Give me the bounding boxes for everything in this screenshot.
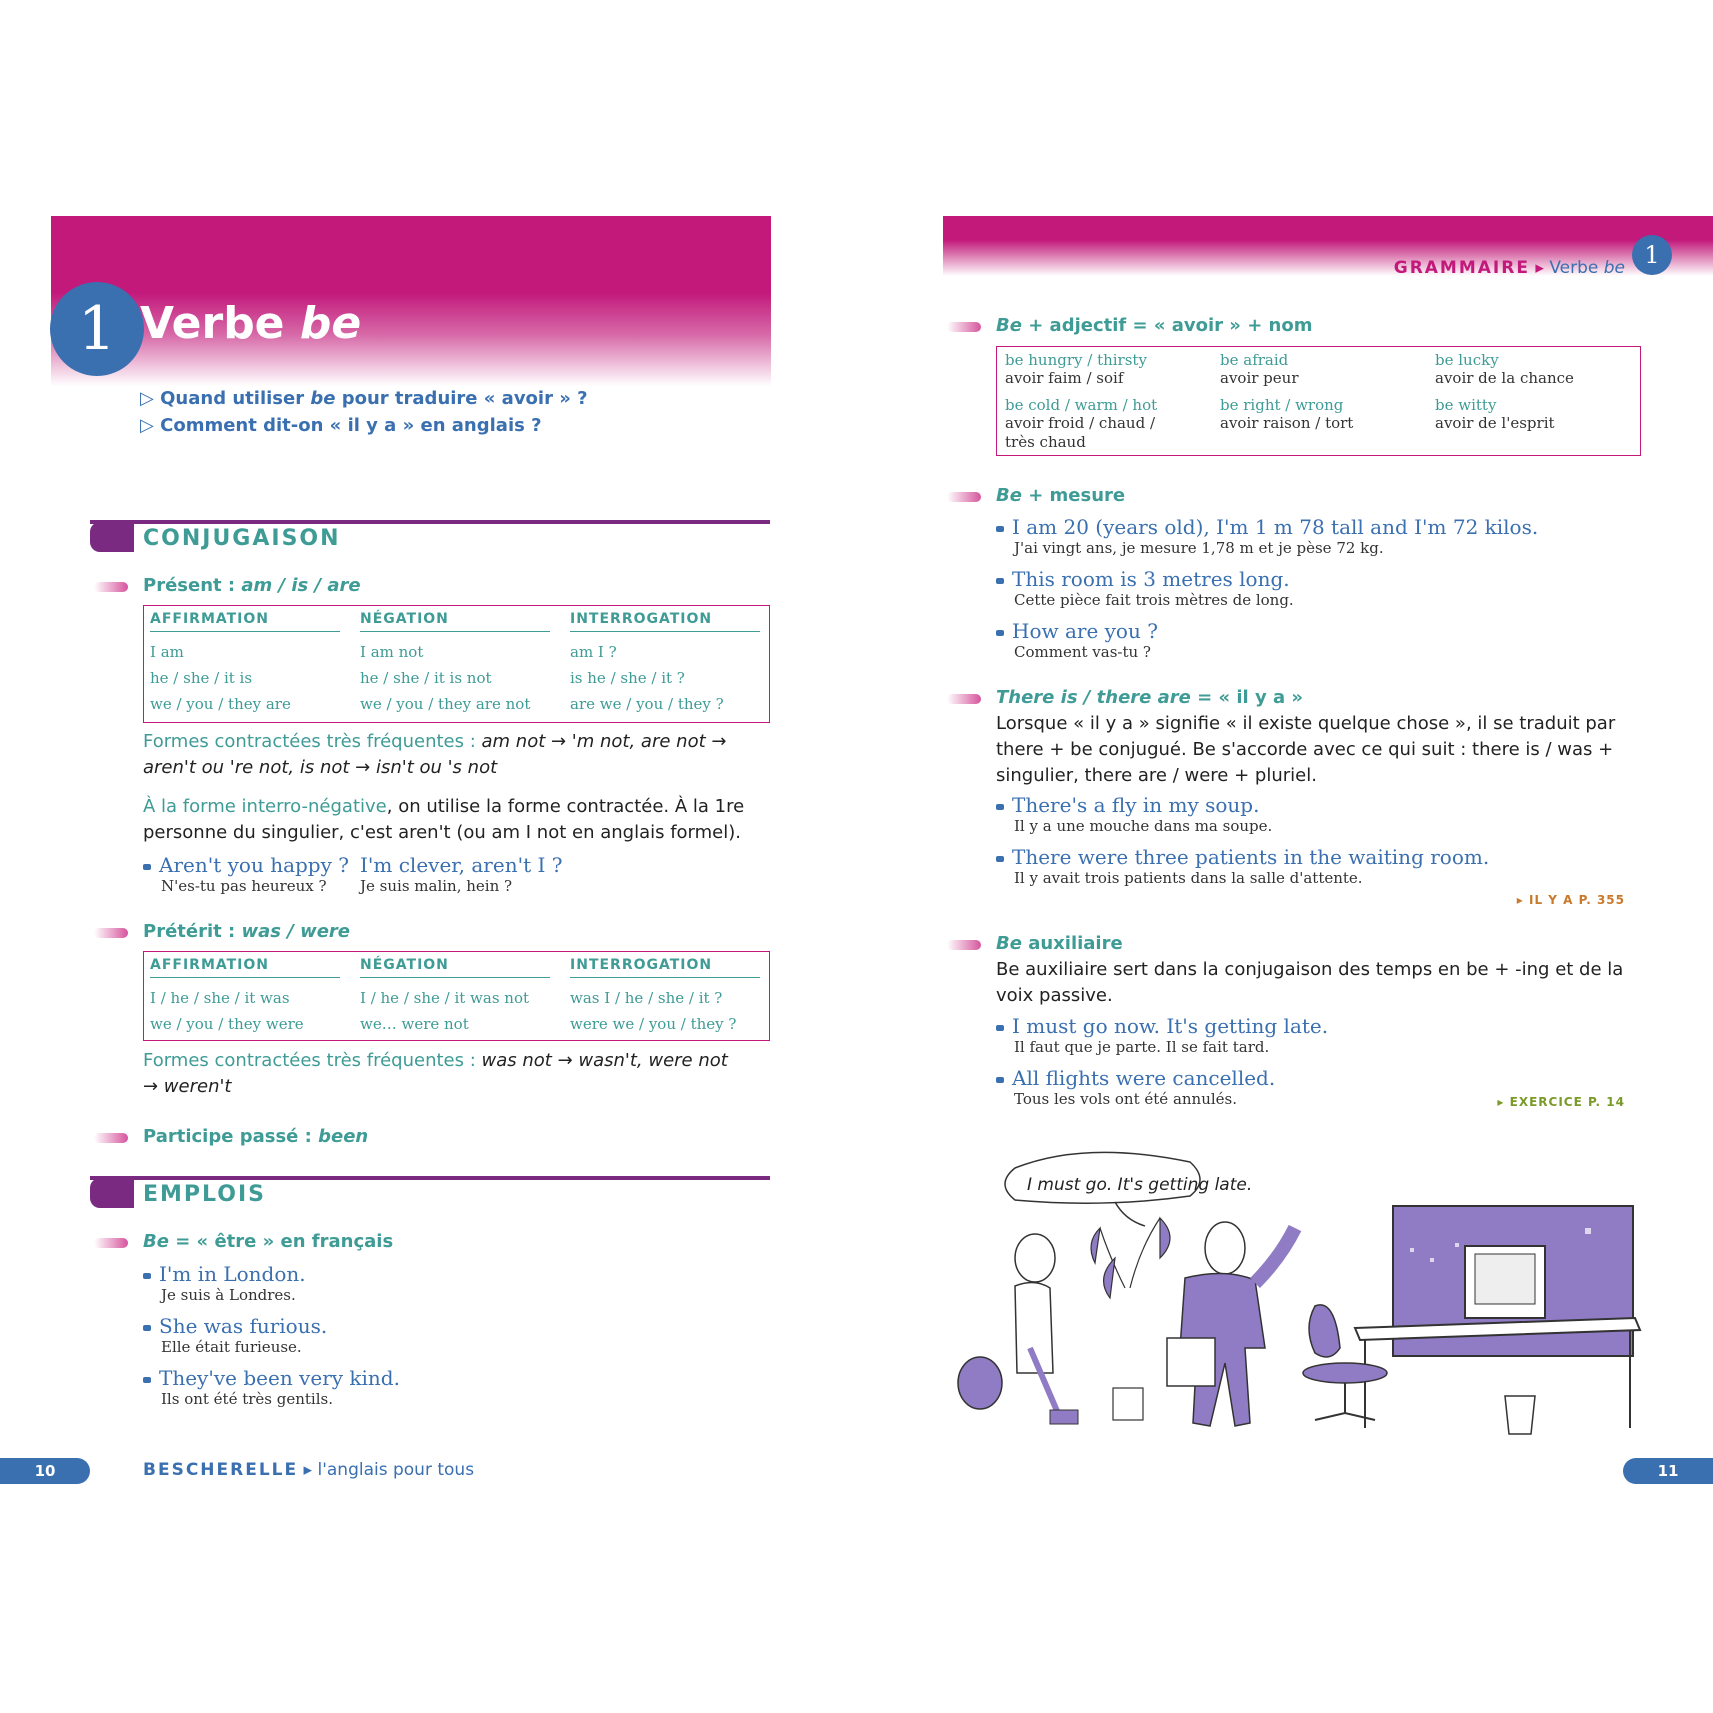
example: I'm in London. Je suis à Londres. xyxy=(143,1262,306,1304)
chapter-number-badge: 1 xyxy=(1632,235,1672,275)
table-cell: am I ? xyxy=(570,643,617,661)
sub-bullet xyxy=(94,928,128,938)
example: There's a fly in my soup. Il y a une mouche dans ma soupe. xyxy=(996,793,1272,835)
table-cell: we / you / they are not xyxy=(360,695,531,713)
girl-vacuum-icon xyxy=(958,1234,1078,1424)
sub-bullet xyxy=(947,492,981,502)
adjective-table xyxy=(996,346,1641,456)
table-header: NÉGATION xyxy=(360,611,550,632)
example: All flights were cancelled. Tous les vols ont été annulés. xyxy=(996,1066,1275,1108)
table-header: INTERROGATION xyxy=(570,611,760,632)
chapter-number-badge xyxy=(50,282,144,376)
table-header: INTERROGATION xyxy=(570,957,760,978)
intro-item: ▷ Quand utiliser be pour traduire « avoir » ? xyxy=(140,388,588,409)
adj-cell: be hungry / thirsty avoir faim / soif xyxy=(1005,351,1147,387)
example: There were three patients in the waiting room. Il y avait trois patients dans la salle d'attente. xyxy=(996,845,1489,887)
page-number-right: 11 xyxy=(1623,1458,1713,1484)
emplois-sub-heading: Be = « être » en français xyxy=(143,1231,394,1252)
example-bullet-icon xyxy=(996,804,1004,810)
intro-list xyxy=(140,385,588,439)
section-heading-conjugaison: CONJUGAISON xyxy=(143,526,341,551)
aux-body: Be auxiliaire sert dans la conjugaison des temps en be + -ing et de la voix passive. xyxy=(996,959,1624,1006)
present-heading: Présent : am / is / are xyxy=(143,575,361,596)
preterit-heading: Prétérit : was / were xyxy=(143,921,351,942)
contractions-note: Formes contractées très fréquentes : am not → 'm not, are not → aren't ou 're not, is not → isn't ou 's not xyxy=(143,731,727,778)
table-header: AFFIRMATION xyxy=(150,957,340,978)
businessman-icon xyxy=(1167,1222,1295,1426)
example-bullet-icon xyxy=(996,630,1004,636)
example-bullet-icon xyxy=(143,1325,151,1331)
intro-item: ▷ Comment dit-on « il y a » en anglais ? xyxy=(140,415,542,436)
adj-cell: be right / wrong avoir raison / tort xyxy=(1220,396,1354,432)
table-cell: are we / you / they ? xyxy=(570,695,724,713)
example: I'm clever, aren't I ? Je suis malin, hein ? xyxy=(360,853,563,895)
adj-cell: be witty avoir de l'esprit xyxy=(1435,396,1555,432)
table-cell: I am not xyxy=(360,643,424,661)
office-illustration xyxy=(935,1148,1655,1438)
office-chair-icon xyxy=(1303,1305,1387,1420)
adj-cell: be afraid avoir peur xyxy=(1220,351,1299,387)
example: She was furious. Elle était furieuse. xyxy=(143,1314,327,1356)
section-rule xyxy=(90,520,770,524)
present-table xyxy=(143,605,770,723)
sub-bullet xyxy=(947,694,981,704)
plant-icon xyxy=(1091,1218,1170,1420)
adj-cell: be lucky avoir de la chance xyxy=(1435,351,1574,387)
example: They've been very kind. Ils ont été très gentils. xyxy=(143,1366,400,1408)
table-cell: is he / she / it ? xyxy=(570,669,685,687)
example: This room is 3 metres long. Cette pièce fait trois mètres de long. xyxy=(996,567,1294,609)
example-bullet-icon xyxy=(996,856,1004,862)
interro-negative-note: À la forme interro-négative, on utilise la forme contractée. À la 1re personne du singulier, c'est aren't (ou am I not en anglais formel). xyxy=(143,796,745,843)
sub-bullet xyxy=(94,582,128,592)
example: I must go now. It's getting late. Il faut que je parte. Il se fait tard. xyxy=(996,1014,1328,1056)
sub-bullet xyxy=(94,1238,128,1248)
footer-brand: BESCHERELLE ▸ l'anglais pour tous xyxy=(143,1460,475,1480)
example-bullet-icon xyxy=(996,578,1004,584)
participe-heading: Participe passé : been xyxy=(143,1126,369,1147)
preterit-table xyxy=(143,951,770,1041)
example-bullet-icon xyxy=(143,864,151,870)
running-header: GRAMMAIRE ▸ Verbe be xyxy=(1393,258,1625,278)
exercise-reference-link[interactable]: ▸ EXERCICE P. 14 xyxy=(1497,1095,1625,1109)
adj-sub-heading: Be + adjectif = « avoir » + nom xyxy=(996,315,1313,336)
chapter-title: Verbe be xyxy=(140,298,362,349)
table-cell: we / you / they are xyxy=(150,695,291,713)
chapter-number: 1 xyxy=(77,294,117,364)
example: Aren't you happy ? N'es-tu pas heureux ? xyxy=(143,853,349,895)
aux-sub-heading: Be auxiliaire xyxy=(996,933,1123,954)
mesure-sub-heading: Be + mesure xyxy=(996,485,1126,506)
example-bullet-icon xyxy=(996,1025,1004,1031)
table-cell: I am xyxy=(150,643,184,661)
table-header: AFFIRMATION xyxy=(150,611,340,632)
adj-cell: be cold / warm / hot avoir froid / chaud / très chaud xyxy=(1005,396,1158,451)
cross-reference-link[interactable]: ▸ IL Y A P. 355 xyxy=(1516,893,1625,907)
wastebasket-icon xyxy=(1505,1396,1535,1434)
there-body: Lorsque « il y a » signifie « il existe quelque chose », il se traduit par there + be conjugué. Be s'accorde avec ce qui suit : there is / was + singulier, there are / were + pluriel. xyxy=(996,713,1616,786)
example-bullet-icon xyxy=(996,526,1004,532)
example-bullet-icon xyxy=(143,1377,151,1383)
sub-bullet xyxy=(947,940,981,950)
sub-bullet xyxy=(947,322,981,332)
table-header: NÉGATION xyxy=(360,957,550,978)
example: How are you ? Comment vas-tu ? xyxy=(996,619,1158,661)
section-rule xyxy=(90,1176,770,1180)
page-number-left: 10 xyxy=(0,1458,90,1484)
speech-bubble-text: I must go. It's getting late. xyxy=(1027,1175,1253,1195)
sub-bullet xyxy=(94,1133,128,1143)
section-heading-emplois: EMPLOIS xyxy=(143,1182,267,1207)
table-cell: we / you / they were xyxy=(150,1015,304,1033)
table-cell: he / she / it is xyxy=(150,669,253,687)
example: I am 20 (years old), I'm 1 m 78 tall and I'm 72 kilos. J'ai vingt ans, je mesure 1,78 m et je pèse 72 kg. xyxy=(996,515,1538,557)
there-sub-heading: There is / there are = « il y a » xyxy=(996,687,1304,708)
section-tab xyxy=(90,1178,134,1208)
table-cell: was I / he / she / it ? xyxy=(570,989,723,1007)
example-bullet-icon xyxy=(996,1077,1004,1083)
table-cell: I / he / she / it was xyxy=(150,989,290,1007)
table-cell: we… were not xyxy=(360,1015,469,1033)
section-tab xyxy=(90,522,134,552)
contractions-note: Formes contractées très fréquentes : was not → wasn't, were not → weren't xyxy=(143,1050,728,1097)
table-cell: were we / you / they ? xyxy=(570,1015,737,1033)
table-cell: he / she / it is not xyxy=(360,669,492,687)
example-bullet-icon xyxy=(143,1273,151,1279)
table-cell: I / he / she / it was not xyxy=(360,989,530,1007)
